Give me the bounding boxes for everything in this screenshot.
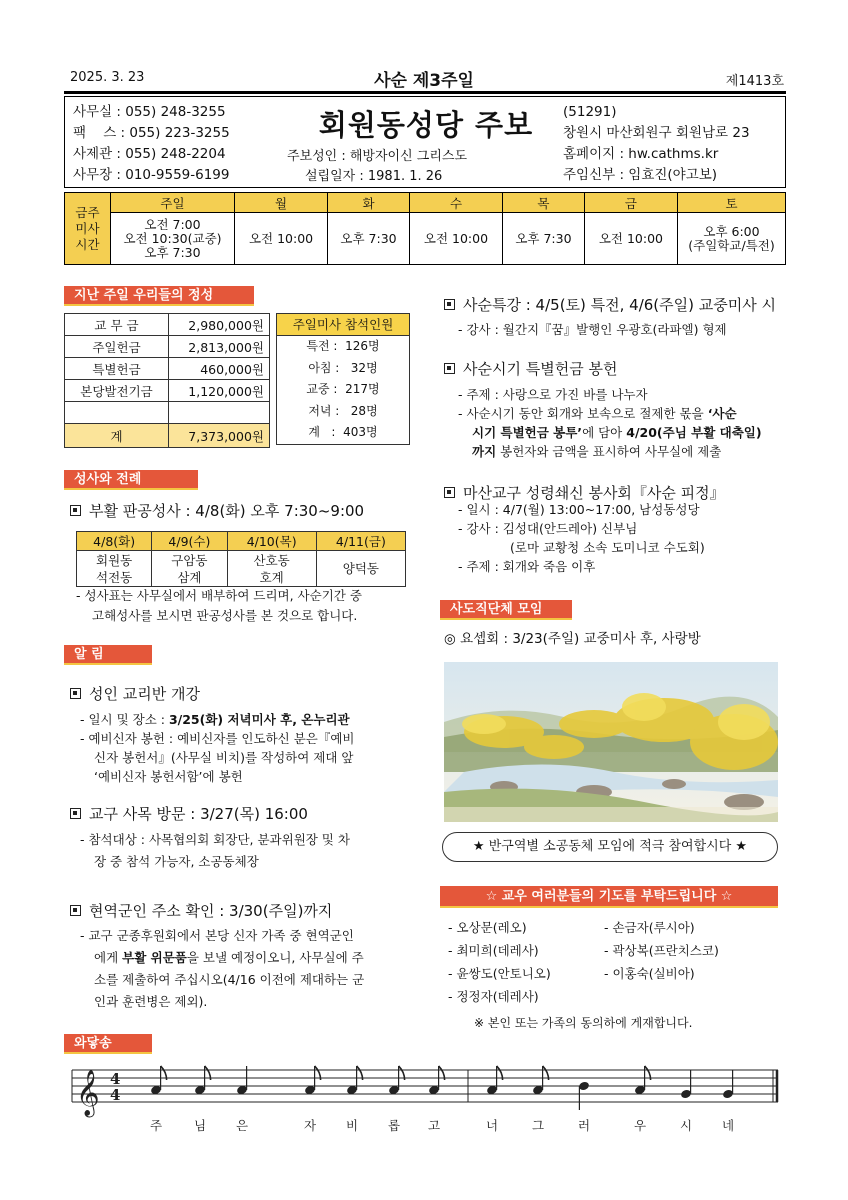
confession-date: 4/10(목) xyxy=(227,532,316,551)
contact-secretary: 사무장 : 010-9559-6199 xyxy=(73,167,230,183)
attendance-main: 교중 : 217명 xyxy=(306,382,380,397)
mass-schedule-table xyxy=(64,192,786,265)
note xyxy=(680,1070,692,1099)
offering-row: 교 무 금 2,980,000원 xyxy=(65,314,270,336)
notice-section-tag: 알 림 xyxy=(64,645,152,665)
svg-text:𝄞: 𝄞 xyxy=(76,1070,100,1116)
treble-clef-icon xyxy=(76,1070,100,1118)
attendance-total: 계 : 403명 xyxy=(308,425,378,440)
soldier-line-3: 소를 제출하여 주십시오(4/16 이전에 제대하는 군 xyxy=(94,972,365,987)
postal-code: (51291) xyxy=(563,104,617,120)
liturgical-season: 사순 제3주일 xyxy=(374,71,474,91)
time-saturday: 오후 6:00 (주일학교/특전) xyxy=(678,213,786,265)
top-divider xyxy=(64,91,786,94)
time-sunday: 오전 7:00 오전 10:30(교중) 오후 7:30 xyxy=(111,213,235,265)
apostolate-line-1: ◎ 요셉회 : 3/23(주일) 교중미사 후, 사랑방 xyxy=(444,631,701,647)
offering-row: 주일헌금 2,813,000원 xyxy=(65,336,270,358)
lyric-syllable: 러 xyxy=(577,1118,591,1133)
day-sunday: 주일 xyxy=(111,193,235,213)
day-thursday: 목 xyxy=(503,193,585,213)
lyric-syllable: 님 xyxy=(193,1118,207,1133)
offering-table xyxy=(64,313,270,448)
soldier-heading: 현역군인 주소 확인 : 3/30(주일)까지 xyxy=(70,900,332,921)
prayer-name: - 이홍숙(실비아) xyxy=(604,966,695,981)
address-block xyxy=(563,102,750,186)
contact-fax: 팩 스 : 055) 223-3255 xyxy=(73,125,230,141)
offering-section-tag: 지난 주일 우리들의 정성 xyxy=(64,286,254,306)
confession-note-1: - 성사표는 사무실에서 배부하여 드리며, 사순기간 중 xyxy=(76,588,362,603)
visit-line-1: - 참석대상 : 사목협의회 회장단, 분과위원장 및 차 xyxy=(80,832,350,847)
prayer-list-right xyxy=(604,916,719,985)
confession-date: 4/8(화) xyxy=(77,532,152,551)
lyric-syllable: 자 xyxy=(303,1118,317,1133)
lyric-syllable: 은 xyxy=(235,1118,249,1133)
confession-place: 구암동 삼계 xyxy=(152,551,227,587)
issue-date: 2025. 3. 23 xyxy=(70,70,145,85)
square-bullet-icon xyxy=(444,487,455,498)
day-tuesday: 화 xyxy=(328,193,410,213)
visit-line-2: 장 중 참석 가능자, 소공동체장 xyxy=(94,854,259,869)
catechism-line-1: - 일시 및 장소 : 3/25(화) 저녁미사 후, 온누리관 xyxy=(80,712,350,727)
soldier-line-1: - 교구 군종후원회에서 본당 신자 가족 중 현역군인 xyxy=(80,928,354,943)
catechism-heading: 성인 교리반 개강 xyxy=(70,683,200,704)
song-section-tag: 와닿송 xyxy=(64,1034,152,1054)
day-wednesday: 수 xyxy=(409,193,502,213)
attendance-box xyxy=(276,313,410,445)
prayer-list-left xyxy=(448,916,551,1008)
prayer-name: - 손금자(루시아) xyxy=(604,920,695,935)
catechism-line-3: 신자 봉헌서』(사무실 비치)를 작성하여 제대 앞 xyxy=(94,750,354,765)
lyric-syllable: 롭 xyxy=(387,1118,401,1133)
catechism-line-2: - 예비신자 봉헌 : 예비신자를 인도하신 분은『예비 xyxy=(80,731,355,746)
contact-office: 사무실 : 055) 248-3255 xyxy=(73,104,226,120)
visit-heading: 교구 사목 방문 : 3/27(목) 16:00 xyxy=(70,803,308,824)
pastor: 주임신부 : 임효진(야고보) xyxy=(563,167,718,183)
lyrics xyxy=(150,1118,734,1133)
retreat-line-1: - 일시 : 4/7(월) 13:00~17:00, 남성동성당 xyxy=(458,502,700,517)
retreat-heading: 마산교구 성령쇄신 봉사회『사순 피정』 xyxy=(444,482,725,503)
confession-schedule-table xyxy=(76,531,406,587)
confession-heading: 부활 판공성사 : 4/8(화) 오후 7:30~9:00 xyxy=(70,500,364,521)
lyric-syllable: 너 xyxy=(485,1118,499,1133)
note xyxy=(722,1070,734,1099)
sacrament-section-tag: 성사와 전례 xyxy=(64,470,198,490)
soldier-line-4: 인과 훈련병은 제외). xyxy=(94,994,208,1009)
confession-place: 양덕동 xyxy=(316,551,405,587)
offering-total-row: 계 7,373,000원 xyxy=(65,424,270,448)
time-tuesday: 오후 7:30 xyxy=(328,213,410,265)
music-staff xyxy=(64,1056,786,1136)
prayer-name: - 곽상복(프란치스코) xyxy=(604,943,719,958)
community-banner: ★ 반구역별 소공동체 모임에 적극 참여합시다 ★ xyxy=(442,832,778,862)
time-friday: 오전 10:00 xyxy=(584,213,677,265)
confession-place: 회원동 석전동 xyxy=(77,551,152,587)
note xyxy=(578,1081,590,1110)
issue-number: 제1413호 xyxy=(725,74,784,89)
square-bullet-icon xyxy=(70,505,81,516)
lyric-syllable: 우 xyxy=(633,1118,647,1133)
prayer-consent-note: ※ 본인 또는 가족의 동의하에 게재합니다. xyxy=(474,1016,693,1030)
catechism-line-4: ‘예비신자 봉헌서함’에 봉헌 xyxy=(94,769,243,784)
bulletin-title: 회원동성당 주보 xyxy=(318,108,534,142)
lyric-syllable: 주 xyxy=(149,1118,163,1133)
attendance-morning: 아침 : 32명 xyxy=(308,360,378,375)
soldier-line-2: 에게 부활 위문품을 보낼 예정이오니, 사무실에 주 xyxy=(94,950,364,965)
fund-line-4: 까지 봉헌자와 금액을 표시하여 사무실에 제출 xyxy=(472,444,722,459)
time-wednesday: 오전 10:00 xyxy=(409,213,502,265)
retreat-line-4: - 주제 : 회개와 죽음 이후 xyxy=(458,559,596,574)
time-signature-top: 4 xyxy=(110,1070,121,1088)
retreat-line-2: - 강사 : 김성대(안드레아) 신부님 xyxy=(458,521,638,536)
square-bullet-icon xyxy=(70,905,81,916)
day-monday: 월 xyxy=(235,193,328,213)
confession-date: 4/9(수) xyxy=(152,532,227,551)
square-bullet-icon xyxy=(444,363,455,374)
confession-place: 산호동 호계 xyxy=(227,551,316,587)
attendance-evening: 저녁 : 28명 xyxy=(308,403,378,418)
homepage: 홈페이지 : hw.cathms.kr xyxy=(563,146,719,162)
time-monday: 오전 10:00 xyxy=(235,213,328,265)
contact-rectory: 사제관 : 055) 248-2204 xyxy=(73,146,226,162)
melody-notes xyxy=(150,1066,734,1110)
offering-row: 본당발전기금 1,120,000원 xyxy=(65,380,270,402)
bulletin-header xyxy=(64,96,786,188)
mass-row-label: 금주 미사 시간 xyxy=(65,193,111,265)
day-saturday: 토 xyxy=(678,193,786,213)
confession-note-2: 고해성사를 보시면 판공성사를 본 것으로 합니다. xyxy=(92,608,358,623)
parish-info xyxy=(287,147,467,187)
time-signature-bottom: 4 xyxy=(110,1086,121,1104)
square-bullet-icon xyxy=(70,808,81,819)
day-friday: 금 xyxy=(584,193,677,213)
square-bullet-icon xyxy=(70,688,81,699)
fund-line-1: - 주제 : 사랑으로 가진 바를 나누자 xyxy=(458,387,648,402)
lyric-syllable: 비 xyxy=(345,1118,359,1133)
square-bullet-icon xyxy=(444,299,455,310)
lecture-line-1: - 강사 : 월간지『꿈』발행인 우광호(라파엘) 형제 xyxy=(458,322,727,337)
spring-landscape-illustration xyxy=(444,662,778,822)
offering-row xyxy=(65,402,270,424)
lyric-syllable: 그 xyxy=(531,1118,545,1133)
founded-date: 설립일자 : 1981. 1. 26 xyxy=(305,169,443,184)
retreat-line-3: (로마 교황청 소속 도미니코 수도회) xyxy=(510,540,705,555)
fund-heading: 사순시기 특별헌금 봉헌 xyxy=(444,358,617,379)
attendance-vigil: 특전 : 126명 xyxy=(306,339,380,353)
time-thursday: 오후 7:30 xyxy=(503,213,585,265)
fund-line-2: - 사순시기 동안 회개와 보속으로 절제한 몫을 ‘사순 xyxy=(458,406,737,421)
street-address: 창원시 마산회원구 회원남로 23 xyxy=(563,125,750,141)
prayer-name: - 오상문(레오) xyxy=(448,920,527,935)
prayer-section-title: ☆ 교우 여러분들의 기도를 부탁드립니다 ☆ xyxy=(440,886,778,908)
lyric-syllable: 네 xyxy=(721,1118,735,1133)
prayer-name: - 윤쌍도(안토니오) xyxy=(448,966,551,981)
confession-date: 4/11(금) xyxy=(316,532,405,551)
patron-saint: 주보성인 : 해방자이신 그리스도 xyxy=(287,149,468,164)
offering-row: 특별헌금 460,000원 xyxy=(65,358,270,380)
lyric-syllable: 시 xyxy=(679,1118,693,1133)
fund-line-3: 시기 특별헌금 봉투’에 담아 4/20(주님 부활 대축일) xyxy=(472,425,762,440)
prayer-name: - 최미희(데레사) xyxy=(448,943,539,958)
apostolate-section-tag: 사도직단체 모임 xyxy=(440,600,572,620)
lecture-heading: 사순특강 : 4/5(토) 특전, 4/6(주일) 교중미사 시 xyxy=(444,294,776,315)
lyric-syllable: 고 xyxy=(427,1118,441,1133)
prayer-name: - 정정자(데레사) xyxy=(448,989,539,1004)
attendance-title: 주일미사 참석인원 xyxy=(277,314,409,336)
